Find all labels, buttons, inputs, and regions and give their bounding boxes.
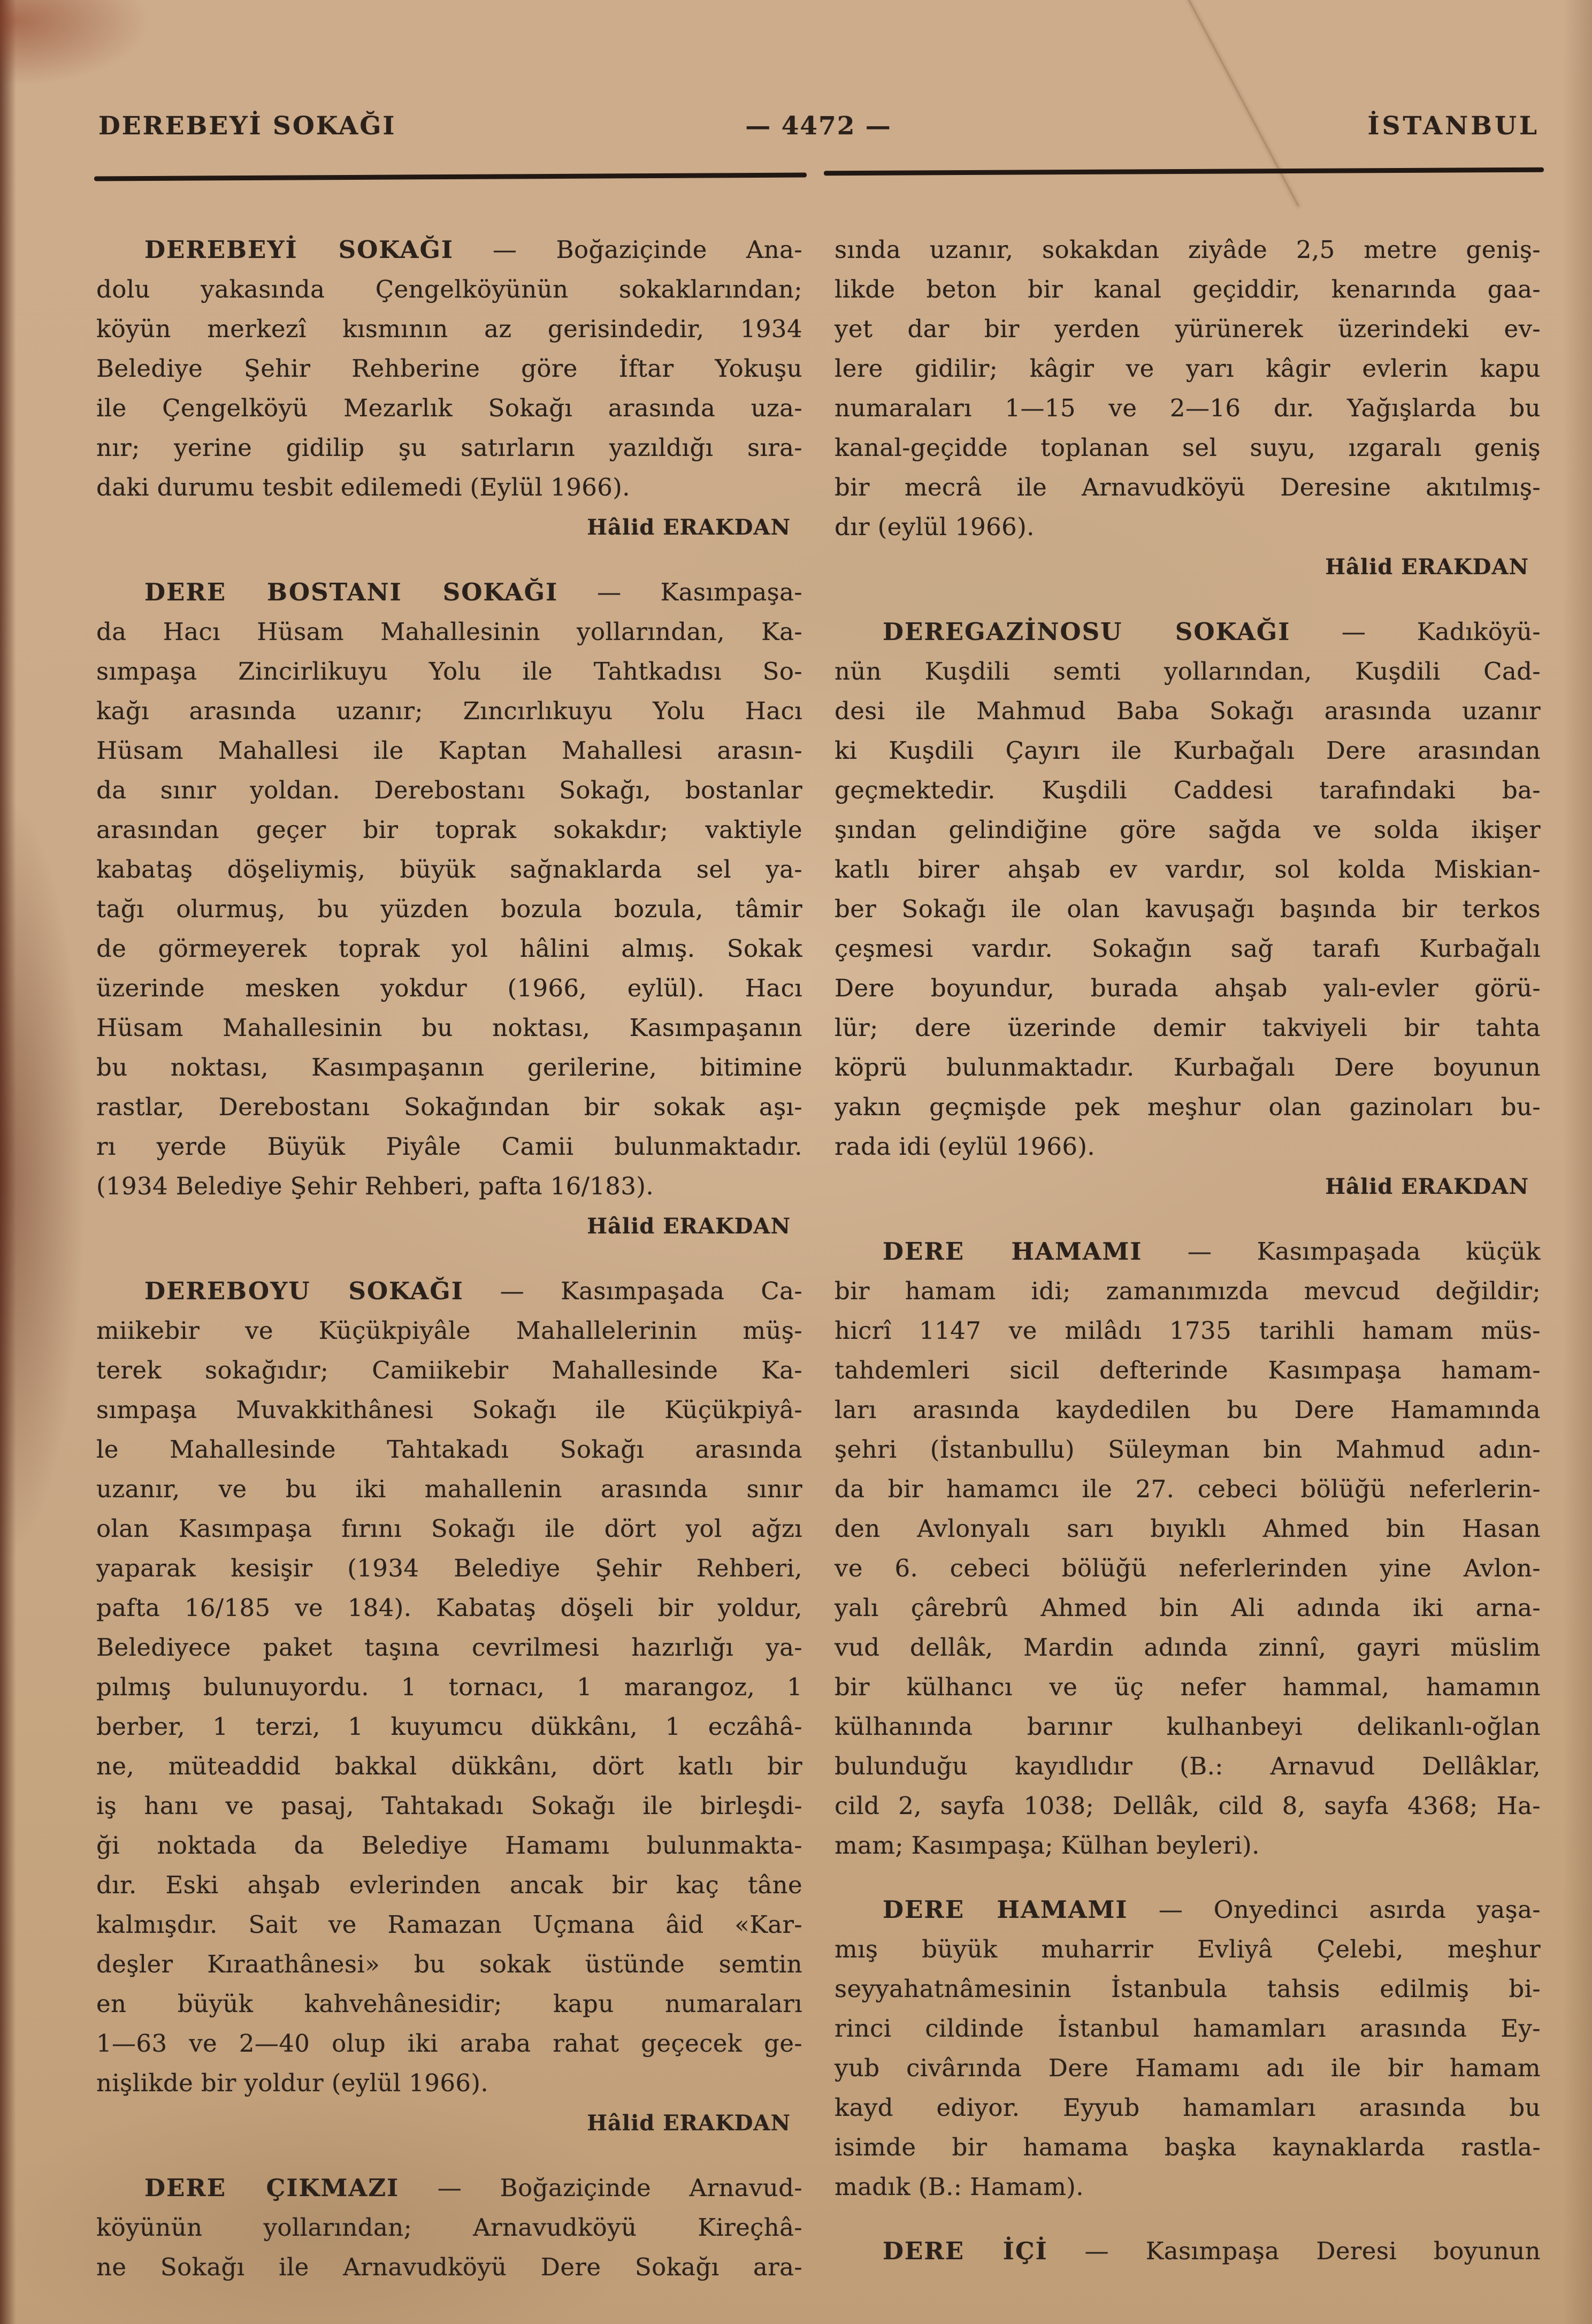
- text-line: tahdemleri sicil defterinde Kasımpaşa hamam-: [835, 1356, 1541, 1384]
- entry-lines: [96, 2208, 802, 2287]
- text-line: 1—63 ve 2—40 olup iki araba rahat geçecek ge-: [96, 2029, 802, 2058]
- entry-lines: [835, 1930, 1541, 2207]
- entry-signature: Hâlid ERAKDAN: [587, 2110, 791, 2136]
- text-line: ve 6. cebeci bölüğü neferlerinden yine Avlon-: [835, 1554, 1541, 1582]
- text-line: da Hacı Hüsam Mahallesinin yollarından, Ka-: [96, 618, 802, 646]
- street-entry: [835, 612, 1541, 1207]
- text-line: pılmış bulunuyordu. 1 tornacı, 1 marangoz, 1: [96, 1673, 802, 1701]
- text-line: sımpaşa Muvakkithânesi Sokağı ile Küçükpiyâ-: [96, 1396, 802, 1424]
- entry-first-rest: — Onyedinci asırda yaşa-: [1128, 1895, 1541, 1924]
- column-1: [96, 230, 802, 2312]
- text-line: iş hanı ve pasaj, Tahtakadı Sokağı ile birleşdi-: [96, 1792, 802, 1820]
- entry-signature: Hâlid ERAKDAN: [587, 515, 791, 540]
- entry-first-line: [96, 230, 802, 270]
- street-entry: [835, 2231, 1541, 2271]
- entry-first-line: [96, 573, 802, 612]
- street-entry: [96, 230, 802, 548]
- text-line: pafta 16/185 ve 184). Kabataş döşeli bir yoldur,: [96, 1594, 802, 1622]
- text-line: sında uzanır, sokakdan ziyâde 2,5 metre geniş-: [835, 235, 1541, 264]
- text-line: lür; dere üzerinde demir takviyeli bir tahta: [835, 1014, 1541, 1042]
- text-line: likde beton bir kanal geçiddir, kenarında gaa-: [835, 275, 1541, 303]
- text-line: olan Kasımpaşa fırını Sokağı ile dört yol ağzı: [96, 1514, 802, 1543]
- entry-first-rest: — Kasımpaşada Ca-: [463, 1277, 802, 1305]
- text-line: kayd ediyor. Eyyub hamamları arasında bu: [835, 2093, 1541, 2122]
- entry-first-rest: — Kasımpaşada küçük: [1142, 1237, 1541, 1266]
- text-line: (1934 Belediye Şehir Rehberi, pafta 16/183).: [96, 1172, 654, 1200]
- text-line: kabataş döşeliymiş, büyük sağnaklarda sel ya-: [96, 855, 802, 883]
- text-line: bulunduğu kayıdlıdır (B.: Arnavud Dellâklar,: [835, 1752, 1541, 1780]
- entry-lines: [835, 652, 1541, 1167]
- text-line: köyünün yollarından; Arnavudköyü Kireçhâ-: [96, 2213, 802, 2242]
- entry-title: DERE ÇIKMAZI: [144, 2174, 400, 2202]
- text-line: madık (B.: Hamam).: [835, 2173, 1084, 2201]
- entry-first-line: [96, 1271, 802, 1311]
- text-line: berber, 1 terzi, 1 kuyumcu dükkânı, 1 eczâhâ-: [96, 1712, 802, 1741]
- text-line: isimde bir hamama başka kaynaklarda rastla-: [835, 2133, 1541, 2161]
- entry-first-line: [835, 612, 1541, 652]
- entry-title: DEREBOYU SOKAĞI: [144, 1277, 464, 1305]
- text-line: vud dellâk, Mardin adında zinnî, gayri müslim: [835, 1633, 1541, 1662]
- entry-lines: [835, 230, 1541, 547]
- street-entry: [96, 573, 802, 1247]
- text-line: kağı arasında uzanır; Zıncırlıkuyu Yolu Hacı: [96, 697, 802, 725]
- entry-signature: Hâlid ERAKDAN: [587, 1214, 791, 1239]
- text-line: bu noktası, Kasımpaşanın gerilerine, bitimine: [96, 1053, 802, 1081]
- entry-title: DERE İÇİ: [883, 2237, 1048, 2265]
- text-line: ber Sokağı ile olan kavuşağı başında bir terkos: [835, 895, 1541, 923]
- text-line: katlı birer ahşab ev vardır, sol kolda Miskian-: [835, 855, 1541, 883]
- text-line: Dere boyundur, burada ahşab yalı-evler görü-: [835, 974, 1541, 1002]
- entry-first-rest: — Kadıköyü-: [1290, 618, 1541, 646]
- text-line: mış büyük muharrir Evliyâ Çelebi, meşhur: [835, 1935, 1541, 1963]
- text-line: desi ile Mahmud Baba Sokağı arasında uzanır: [835, 697, 1541, 725]
- entry-first-line: [835, 1232, 1541, 1271]
- text-line: en büyük kahvehânesidir; kapu numaraları: [96, 1990, 802, 2018]
- text-line: nün Kuşdili semti yollarından, Kuşdili Cad-: [835, 657, 1541, 685]
- text-line: yalı çârebrû Ahmed bin Ali adında iki arna-: [835, 1594, 1541, 1622]
- text-line: uzanır, ve bu iki mahallenin arasında sınır: [96, 1475, 802, 1503]
- text-line: ki Kuşdili Çayırı ile Kurbağalı Dere arasından: [835, 736, 1541, 765]
- text-line: üzerinde mesken yokdur (1966, eylül). Hacı: [96, 974, 802, 1002]
- text-line: terek sokağıdır; Camiikebir Mahallesinde Ka-: [96, 1356, 802, 1384]
- text-line: bir mecrâ ile Arnavudköyü Deresine akıtılmış-: [835, 473, 1541, 501]
- text-line: ne, müteaddid bakkal dükkânı, dört katlı bir: [96, 1752, 802, 1780]
- text-line: sımpaşa Zincirlikuyu Yolu ile Tahtkadısı So-: [96, 657, 802, 685]
- text-line: çeşmesi vardır. Sokağın sağ tarafı Kurbağalı: [835, 934, 1541, 963]
- entry-title: DEREBEYİ SOKAĞI: [144, 235, 454, 264]
- text-line: ları arasında kaydedilen bu Dere Hamamında: [835, 1396, 1541, 1424]
- entry-lines: [96, 612, 802, 1206]
- header-rule-right: [824, 167, 1544, 176]
- text-line: kalmışdır. Sait ve Ramazan Uçmana âid «Kar-: [96, 1910, 802, 1939]
- entry-first-rest: — Kasımpaşa Deresi boyunun: [1047, 2237, 1541, 2265]
- street-entry: [96, 2168, 802, 2287]
- paper-crease: [1180, 0, 1299, 207]
- text-line: tağı olurmuş, bu yüzden bozula bozula, tâmir: [96, 895, 802, 923]
- header-rule-left: [94, 173, 807, 181]
- running-head-left: DEREBEYİ SOKAĞI: [98, 111, 396, 141]
- text-line: da sınır yoldan. Derebostanı Sokağı, bostanlar: [96, 776, 802, 804]
- page-number: — 4472 —: [745, 111, 892, 141]
- text-line: Hüsam Mahallesinin bu noktası, Kasımpaşanın: [96, 1014, 802, 1042]
- street-entry: [96, 1271, 802, 2144]
- text-line: rinci cildinde İstanbul hamamları arasında Ey-: [835, 2014, 1541, 2043]
- text-line: Belediye Şehir Rehberine göre İftar Yokuşu: [96, 354, 802, 383]
- street-entry: [835, 230, 1541, 588]
- entry-lines: [835, 1271, 1541, 1865]
- text-line: şehri (İstanbullu) Süleyman bin Mahmud adın-: [835, 1435, 1541, 1464]
- text-line: cild 2, sayfa 1038; Dellâk, cild 8, sayfa 4368; Ha-: [835, 1792, 1541, 1820]
- entry-title: DERE HAMAMI: [883, 1895, 1128, 1924]
- text-line: köprü bulunmaktadır. Kurbağalı Dere boyunun: [835, 1053, 1541, 1081]
- street-entry: [835, 1232, 1541, 1865]
- text-line: dolu yakasında Çengelköyünün sokaklarından;: [96, 275, 802, 303]
- entry-lines: [96, 270, 802, 507]
- text-line: seyyahatnâmesinin İstanbula tahsis edilmiş bi-: [835, 1975, 1541, 2003]
- text-line: ne Sokağı ile Arnavudköyü Dere Sokağı ara-: [96, 2253, 802, 2281]
- entry-first-line: [835, 2231, 1541, 2271]
- text-line: geçmektedir. Kuşdili Caddesi tarafındaki ba-: [835, 776, 1541, 804]
- entry-title: DERE BOSTANI SOKAĞI: [144, 578, 558, 606]
- text-line: yaparak kesişir (1934 Belediye Şehir Rehberi,: [96, 1554, 802, 1582]
- text-line: yet dar bir yerden yürünerek üzerindeki ev-: [835, 315, 1541, 343]
- text-line: bir hamam idi; zamanımızda mevcud değildir;: [835, 1277, 1541, 1305]
- text-line: ile Çengelköyü Mezarlık Sokağı arasında uza-: [96, 394, 802, 422]
- text-line: arasından geçer bir toprak sokakdır; vaktiyle: [96, 816, 802, 844]
- text-line: köyün merkezî kısmının az gerisindedir, 1934: [96, 315, 802, 343]
- text-line: rada idi (eylül 1966).: [835, 1132, 1096, 1161]
- entry-first-rest: — Boğaziçinde Ana-: [453, 235, 803, 264]
- street-entry: [835, 1890, 1541, 2207]
- text-line: lere gidilir; kâgir ve yarı kâgir evlerin kapu: [835, 354, 1541, 383]
- entry-first-line: [835, 1890, 1541, 1930]
- column-2: [835, 230, 1541, 2296]
- text-line: hicrî 1147 ve milâdı 1735 tarihli hamam müs-: [835, 1316, 1541, 1345]
- text-line: nır; yerine gidilip şu satırların yazıldığı sıra-: [96, 433, 802, 462]
- text-line: rastlar, Derebostanı Sokağından bir sokak aşı-: [96, 1093, 802, 1121]
- entry-title: DERE HAMAMI: [883, 1237, 1143, 1266]
- entry-first-line: [96, 2168, 802, 2208]
- text-line: miikebir ve Küçükpiyâle Mahallelerinin müş-: [96, 1316, 802, 1345]
- entry-signature: Hâlid ERAKDAN: [1325, 554, 1529, 580]
- text-line: yub civârında Dere Hamamı adı ile bir hamam: [835, 2054, 1541, 2082]
- text-line: mam; Kasımpaşa; Külhan beyleri).: [835, 1831, 1260, 1860]
- text-line: dır. Eski ahşab evlerinden ancak bir kaç tâne: [96, 1871, 802, 1899]
- text-line: numaraları 1—15 ve 2—16 dır. Yağışlarda bu: [835, 394, 1541, 422]
- text-line: den Avlonyalı sarı bıyıklı Ahmed bin Hasan: [835, 1514, 1541, 1543]
- text-line: daki durumu tesbit edilemedi (Eylül 1966).: [96, 473, 630, 501]
- text-line: bir külhancı ve üç nefer hammal, hamamın: [835, 1673, 1541, 1701]
- text-line: nişlikde bir yoldur (eylül 1966).: [96, 2069, 489, 2097]
- text-line: külhanında barınır kulhanbeyi delikanlı-oğlan: [835, 1712, 1541, 1741]
- text-line: le Mahallesinde Tahtakadı Sokağı arasında: [96, 1435, 802, 1464]
- text-line: Belediyece paket taşına cevrilmesi hazırlığı ya-: [96, 1633, 802, 1662]
- running-head-right: İSTANBUL: [1367, 111, 1540, 141]
- text-line: de görmeyerek toprak yol hâlini almış. Sokak: [96, 934, 802, 963]
- text-line: ği noktada da Belediye Hamamı bulunmakta-: [96, 1831, 802, 1860]
- text-line: şından gelindiğine göre sağda ve solda ikişer: [835, 816, 1541, 844]
- text-line: rı yerde Büyük Piyâle Camii bulunmaktadır.: [96, 1132, 802, 1161]
- entry-title: DEREGAZİNOSU SOKAĞI: [883, 618, 1291, 646]
- entry-lines: [96, 1311, 802, 2103]
- text-line: da bir hamamcı ile 27. cebeci bölüğü neferlerin-: [835, 1475, 1541, 1503]
- text-line: kanal-geçidde toplanan sel suyu, ızgaralı geniş: [835, 433, 1541, 462]
- text-line: Hüsam Mahallesi ile Kaptan Mahallesi arasın-: [96, 736, 802, 765]
- text-line: deşler Kıraathânesi» bu sokak üstünde semtin: [96, 1950, 802, 1978]
- entry-first-rest: — Kasımpaşa-: [558, 578, 802, 606]
- entry-first-rest: — Boğaziçinde Arnavud-: [399, 2174, 802, 2202]
- text-line: dır (eylül 1966).: [835, 513, 1035, 541]
- text-line: yakın geçmişde pek meşhur olan gazinoları bu-: [835, 1093, 1541, 1121]
- entry-signature: Hâlid ERAKDAN: [1325, 1174, 1529, 1199]
